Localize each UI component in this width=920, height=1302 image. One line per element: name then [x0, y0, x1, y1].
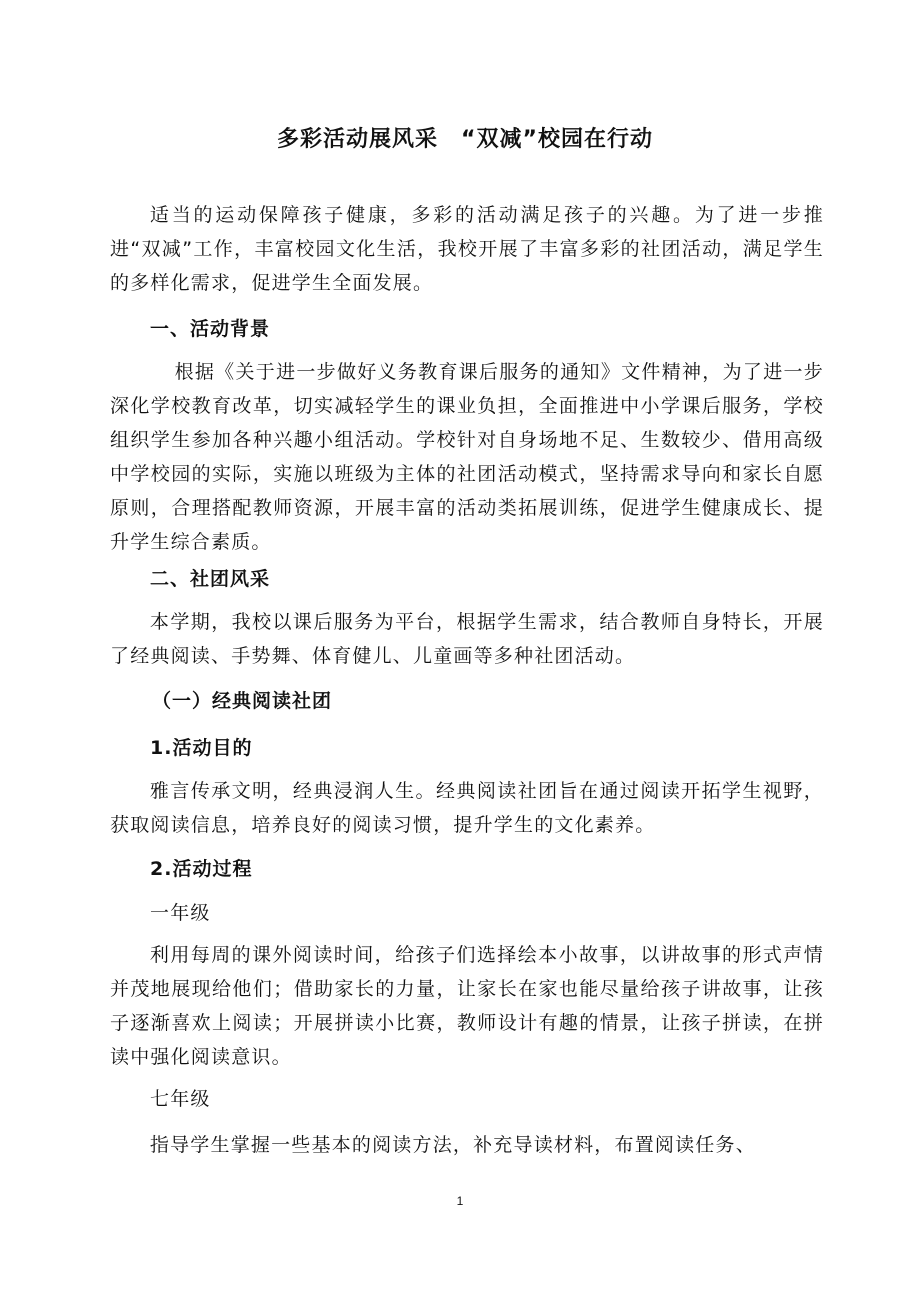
- clubs-paragraph: 本学期，我校以课后服务为平台，根据学生需求，结合教师自身特长，开展了经典阅读、手势舞、体育健儿、儿童画等多种社团活动。: [110, 611, 824, 667]
- document-title: 多彩活动展风采 “双减”校园在行动: [277, 127, 653, 152]
- purpose-heading: 1.活动目的: [150, 737, 253, 759]
- club-reading-heading: （一）经典阅读社团: [152, 690, 333, 712]
- grade1-paragraph: 利用每周的课外阅读时间，给孩子们选择绘本小故事，以讲故事的形式声情并茂地展现给他们；借助家长的力量，让家长在家也能尽量给孩子讲故事，让孩子逐渐喜欢上阅读；开展拼读小比赛，教师设计有趣的情景，让孩子拼读，在拼读中强化阅读意识。: [110, 944, 824, 1068]
- intro-paragraph: 适当的运动保障孩子健康，多彩的活动满足孩子的兴趣。为了进一步推进“双减”工作，丰富校园文化生活，我校开展了丰富多彩的社团活动，满足学生的多样化需求，促进学生全面发展。: [110, 204, 824, 294]
- background-paragraph: 根据《关于进一步做好义务教育课后服务的通知》文件精神，为了进一步深化学校教育改革，切实减轻学生的课业负担，全面推进中小学课后服务，学校组织学生参加各种兴趣小组活动。学校针对自身场地不足、生数较少、借用高级中学校园的实际，实施以班级为主体的社团活动模式，坚持需求导向和家长自愿原则，合理搭配教师资源，开展丰富的活动类拓展训练，促进学生健康成长、提升学生综合素质。: [110, 361, 824, 553]
- grade1-label: 一年级: [150, 902, 211, 924]
- grade7-label: 七年级: [150, 1088, 211, 1110]
- grade7-paragraph: 指导学生掌握一些基本的阅读方法，补充导读材料，布置阅读任务、: [149, 1134, 756, 1156]
- page-number: 1: [456, 1194, 464, 1208]
- purpose-paragraph: 雅言传承文明，经典浸润人生。经典阅读社团旨在通过阅读开拓学生视野，获取阅读信息，培养良好的阅读习惯，提升学生的文化素养。: [110, 780, 824, 836]
- process-heading: 2.活动过程: [150, 858, 253, 880]
- section-heading-background: 一、活动背景: [150, 318, 271, 340]
- section-heading-clubs: 二、社团风采: [150, 568, 271, 590]
